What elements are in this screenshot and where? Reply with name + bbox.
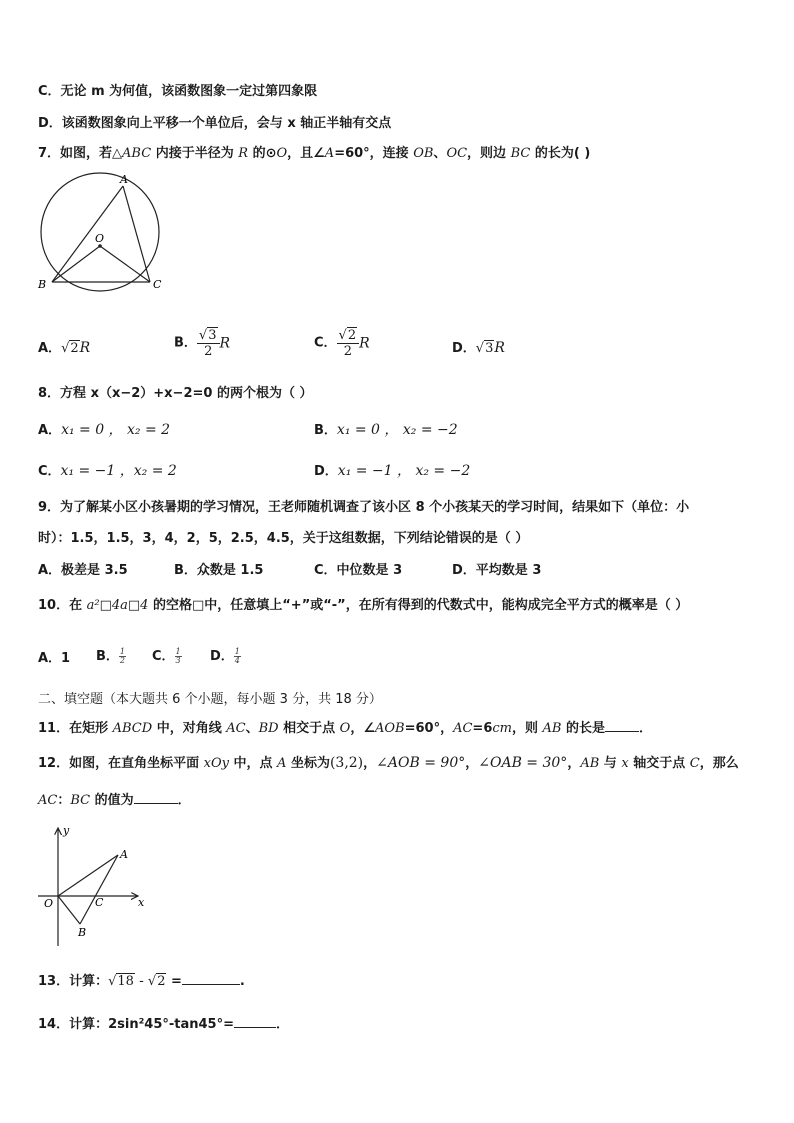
option-math: x₁ = −1 ， x₂ = −2	[337, 463, 471, 479]
q9-stem-line2: 时）：1.5，1.5，3，4，2，5，2.5，4.5，关于这组数据，下列结论错误的是（ ）	[38, 531, 529, 546]
label-x: x	[138, 896, 145, 909]
option-math: x₁ = 0 ， x₂ = −2	[336, 422, 458, 438]
q14-text: ．	[276, 1017, 290, 1032]
denominator: 4	[234, 656, 240, 665]
option-label: B．	[174, 335, 197, 351]
q7-text: ，则边	[467, 146, 511, 161]
q12-text: ，	[465, 756, 479, 771]
section-2-heading: 二、填空题（本大题共 6 个小题，每小题 3 分，共 18 分）	[38, 692, 382, 707]
q12-stem-line2	[38, 791, 191, 810]
q8-option-d	[314, 462, 470, 481]
option-label: B．	[96, 649, 119, 664]
q7-number: 7．	[38, 146, 61, 161]
var-r: R	[494, 340, 505, 356]
q9-stem-line1: 9．为了解某小区小孩暑期的学习情况，王老师随机调查了该小区 8 个小孩某天的学习时间，结果如下（单位：小	[38, 500, 690, 515]
q12-angle: ∠AOB = 90°	[376, 755, 466, 771]
q10-expression: a²□4a□4	[86, 598, 149, 613]
segment-ac	[123, 186, 150, 282]
q7-text: 如图，若△	[60, 146, 123, 161]
q7-text: =60°，连接	[334, 146, 414, 161]
q11-text: 11．在矩形	[38, 721, 113, 736]
q12-coordinate: (3,2)	[329, 755, 364, 771]
q12-var: A	[277, 756, 287, 771]
q11-var: BD	[258, 721, 279, 736]
q12-stem-line1	[38, 754, 739, 773]
label-o: O	[44, 897, 54, 910]
label-a: A	[120, 848, 128, 861]
q11-var: AB	[542, 721, 562, 736]
fraction	[119, 648, 126, 665]
q11-text: ．	[639, 721, 653, 736]
q11-text: =6	[472, 721, 493, 736]
q7-text: 的长为( )	[530, 146, 591, 161]
q7-option-c	[314, 328, 370, 359]
q7-text: 的⊙	[248, 146, 277, 161]
option-math: x₁ = −1 ，x₂ = 2	[60, 463, 177, 479]
label-c: C	[95, 896, 104, 909]
q11-text: ，则	[511, 721, 543, 736]
q10-text: 10．在	[38, 598, 87, 613]
q12-text: ，	[567, 756, 581, 771]
q7-var: A	[324, 146, 335, 161]
q11-var: ABCD	[112, 721, 153, 736]
q12-angle: ∠OAB = 30°	[478, 755, 568, 771]
q7-circle-figure	[30, 168, 180, 298]
q12-text: ，那么	[699, 756, 739, 771]
option-label: B．	[314, 423, 337, 438]
q7-var: BC	[510, 146, 531, 161]
answer-blank[interactable]	[605, 719, 639, 732]
radicand: 2	[347, 328, 357, 343]
segment-ob	[52, 246, 100, 282]
option-label: D．	[452, 341, 476, 356]
q12-text: ：	[57, 793, 71, 808]
denominator: 3	[175, 656, 181, 665]
q8-option-a	[38, 421, 170, 440]
q13-text: =	[166, 974, 182, 989]
var-r: R	[79, 340, 91, 356]
sqrt: √18	[108, 974, 134, 989]
q7-var: OB	[413, 146, 434, 161]
label-c: C	[153, 278, 162, 291]
segment-oa	[58, 855, 118, 896]
q14-stem	[38, 1015, 289, 1034]
q12-text: 12．如图，在直角坐标平面	[38, 756, 204, 771]
segment-ab	[80, 855, 118, 924]
q12-text: 的值为	[90, 793, 134, 808]
option-label: D．	[210, 649, 234, 664]
q11-text: 相交于点	[278, 721, 340, 736]
q9-option-b: B．众数是 1.5	[174, 563, 264, 578]
denominator: 2	[204, 344, 213, 359]
q12-text: ，	[363, 756, 377, 771]
q10-option-a: A．1	[38, 651, 71, 666]
label-o: O	[95, 232, 105, 245]
q7-text: 内接于半径为	[151, 146, 239, 161]
denominator: 2	[119, 656, 126, 665]
q11-stem	[38, 719, 652, 738]
segment-ob	[58, 896, 80, 924]
label-y: y	[63, 824, 70, 837]
q13-stem	[38, 972, 245, 991]
q11-text: =60°，	[404, 721, 454, 736]
q7-var: O	[276, 146, 288, 161]
q11-var: AC	[453, 721, 473, 736]
q9-option-a: A．极差是 3.5	[38, 563, 128, 578]
q7-option-a	[38, 339, 90, 358]
numerator: 1	[119, 647, 126, 656]
q7-var: OC	[446, 146, 468, 161]
q10-stem	[38, 597, 688, 615]
label-a: A	[120, 173, 128, 186]
option-math: x₁ = 0 ， x₂ = 2	[61, 422, 171, 438]
q13-text: 13．计算：	[38, 974, 109, 989]
radicand: 2	[157, 974, 166, 989]
fraction	[234, 648, 241, 665]
q9-option-c: C．中位数是 3	[314, 563, 403, 578]
q7-text: ，且∠	[287, 146, 325, 161]
option-label: C．	[314, 335, 337, 351]
q12-text: 轴交于点	[628, 756, 690, 771]
segment-ab	[52, 186, 123, 282]
label-b: B	[38, 278, 47, 291]
answer-blank[interactable]	[134, 791, 178, 804]
radicand: 3	[485, 341, 494, 356]
q10-option-b	[96, 648, 126, 666]
option-label: A．	[38, 341, 62, 356]
answer-blank[interactable]	[234, 1015, 276, 1028]
q12-var: C	[689, 756, 700, 771]
label-b: B	[78, 926, 87, 939]
fraction: $\frac{√2}{2}$	[337, 328, 360, 359]
fraction	[175, 648, 182, 665]
q12-text: 中，点	[228, 756, 278, 771]
q12-var: AC	[38, 793, 58, 808]
segment-oc	[100, 246, 150, 282]
q13-text: -	[134, 974, 148, 989]
option-label: C．	[152, 649, 175, 664]
q11-var: AC	[226, 721, 246, 736]
q12-text: 坐标为	[286, 756, 330, 771]
q11-text: 中，对角线	[152, 721, 227, 736]
q11-unit: cm	[492, 721, 512, 736]
q8-option-c	[38, 462, 177, 481]
q12-var: AB	[580, 756, 600, 771]
q10-text: 的空格□中，任意填上“+”或“-”，在所有得到的代数式中，能构成完全平方式的概率是（ ）	[148, 598, 689, 613]
q12-var: x	[621, 756, 629, 771]
option-label: D．	[314, 464, 338, 479]
q11-text: ，∠	[350, 721, 375, 736]
q11-text: 、	[245, 721, 259, 736]
q8-option-b	[314, 421, 458, 440]
q10-option-d	[210, 648, 241, 666]
numerator: 1	[234, 647, 240, 656]
q11-var: O	[339, 721, 351, 736]
denominator: 2	[343, 344, 352, 359]
q7-option-d	[452, 339, 505, 358]
answer-blank[interactable]	[182, 972, 240, 985]
fraction: $\frac{√3}{2}$	[197, 328, 220, 359]
var-r: R	[219, 335, 231, 352]
q6-option-c: C．无论 m 为何值，该函数图象一定过第四象限	[38, 84, 318, 99]
q12-var: BC	[70, 793, 91, 808]
q7-text: 、	[433, 146, 447, 161]
q6-option-d: D．该函数图象向上平移一个单位后，会与 x 轴正半轴有交点	[38, 116, 392, 131]
sqrt: √2	[61, 341, 79, 356]
option-label: C．	[38, 464, 61, 479]
q7-var: R	[238, 146, 249, 161]
q12-var: xOy	[203, 756, 229, 771]
var-r: R	[359, 335, 370, 352]
q11-text: 的长是	[561, 721, 605, 736]
q8-stem: 8．方程 x（x−2）+x−2=0 的两个根为（ ）	[38, 386, 313, 401]
sqrt: √2	[147, 974, 166, 989]
q7-stem	[38, 145, 590, 163]
q13-text: .	[239, 974, 245, 989]
q12-text: 与	[599, 756, 622, 771]
radicand: 18	[117, 974, 134, 989]
radicand: 2	[70, 341, 79, 356]
q14-text: 14．计算：2sin²45°-tan45°=	[38, 1017, 234, 1032]
q12-text: ．	[177, 793, 191, 808]
radicand: 3	[208, 328, 217, 343]
option-label: A．	[38, 423, 62, 438]
q9-option-d: D．平均数是 3	[452, 563, 542, 578]
q10-option-c	[152, 648, 182, 666]
q7-var: ABC	[122, 146, 152, 161]
q11-var: AOB	[374, 721, 405, 736]
q12-coordinate-figure	[30, 820, 160, 950]
sqrt: √3	[475, 341, 494, 356]
q7-option-b	[174, 328, 230, 359]
numerator: 1	[175, 647, 181, 656]
